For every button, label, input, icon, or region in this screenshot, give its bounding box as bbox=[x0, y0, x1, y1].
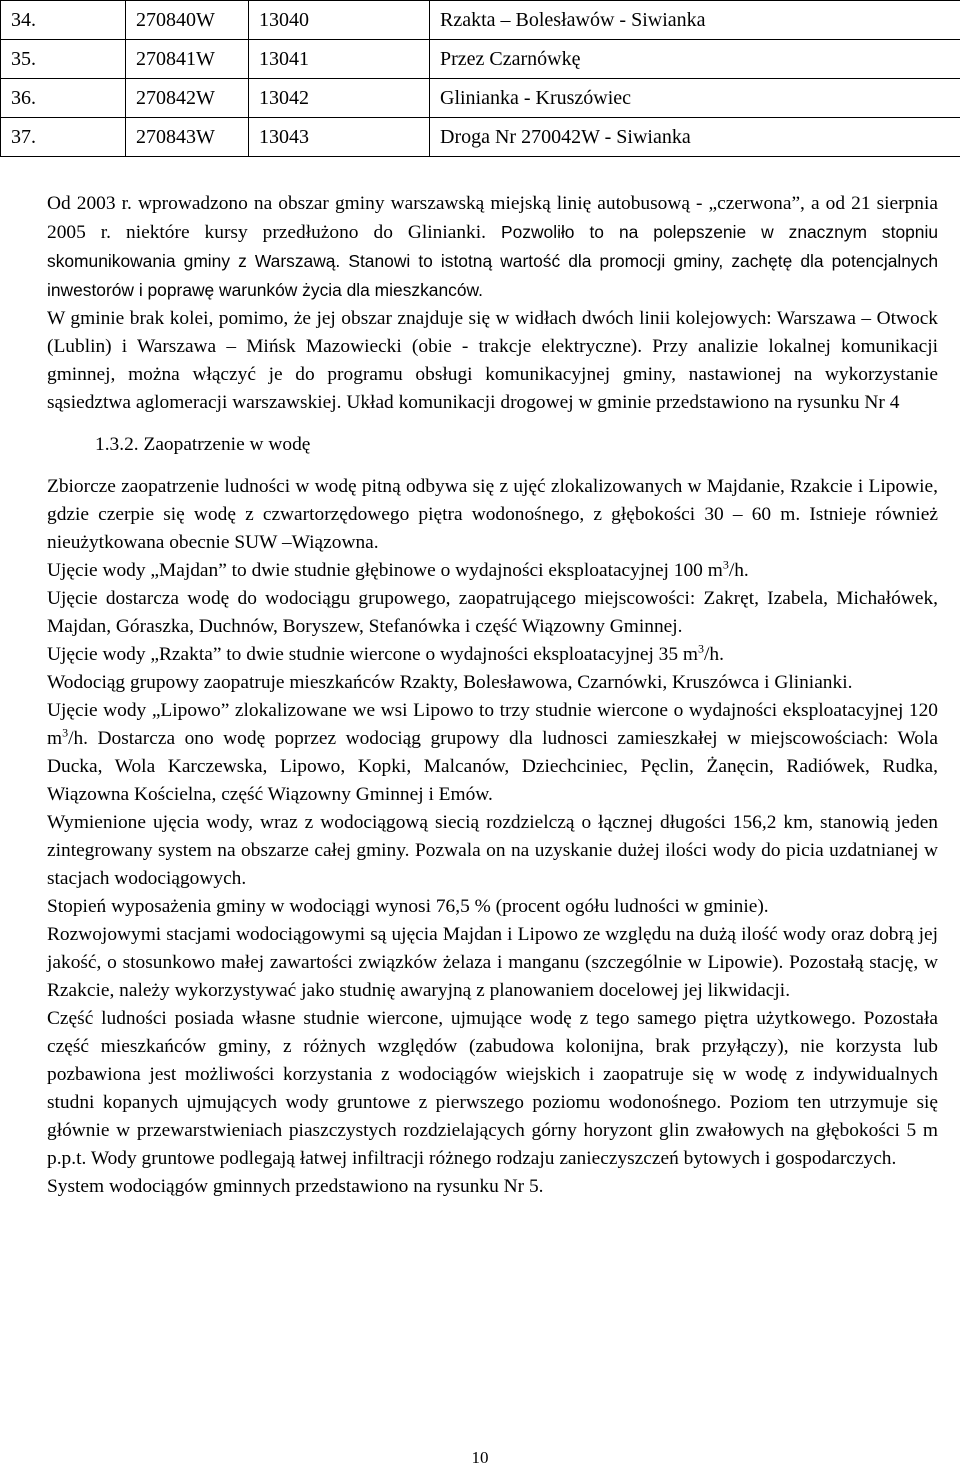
paragraph-text: Ujęcie wody „Rzakta” to dwie studnie wiercone o wydajności eksploatacyjnej 35 m bbox=[47, 644, 698, 665]
paragraph-private-wells bbox=[47, 1005, 938, 1173]
table-row bbox=[1, 40, 960, 79]
road-name-cell: Rzakta – Bolesławów - Siwianka bbox=[430, 1, 960, 40]
paragraph-railway: W gminie brak kolei, pomimo, że jej obszar znajduje się w widłach dwóch linii kolejowych: Warszawa – Otwock (Lublin) i Warszawa – Mińsk Mazowiecki (obie - trakcje elektryczne). Przy analizie lokalnej komunikacji gminnej, można włączyć je do programu obsługi komunikacyjnej gminy, nastawionej na wykorzystanie sąsiedztwa aglomeracji warszawskiej. Układ komunikacji drogowej w gminie przedstawiono na rysunku Nr 4 bbox=[47, 308, 938, 413]
superscript: 3 bbox=[698, 641, 704, 656]
table-row bbox=[1, 1, 960, 40]
paragraph-intake-supply: Ujęcie dostarcza wodę do wodociągu grupowego, zaopatrującego miejscowości: Zakręt, Izabela, Michałówek, Majdan, Góraszka, Duchnów, Boryszew, Stefanówka i część Wiązowny Gminnej. bbox=[47, 588, 938, 637]
paragraph-text: /h. bbox=[728, 560, 749, 581]
paragraph-development bbox=[47, 921, 938, 1005]
row-number-cell: 35. bbox=[1, 40, 126, 79]
road-code-cell: 270841W bbox=[126, 40, 249, 79]
paragraph-text: /h. bbox=[704, 644, 724, 665]
paragraph-text: Poziom ten utrzymuje się głównie w przewarstwieniach piaszczystych rozdzielających górny horyzont glin zwałowych na głębokości 5 m p.p.t. bbox=[47, 1092, 938, 1169]
paragraph-text: Od 2003 r. wprowadzono na obszar gminy warszawską miejską linię autobusową - „czerwona”, a od 21 sierpnia 2005 r. niektóre kursy przedłużono do Glinianki. bbox=[47, 193, 938, 243]
road-id-cell: 13040 bbox=[249, 1, 430, 40]
table-row bbox=[1, 118, 960, 157]
document-body bbox=[47, 190, 938, 1201]
road-code-cell: 270840W bbox=[126, 1, 249, 40]
paragraph-text: Istnieje również nieużytkowana obecnie SUW –Wiązowna. bbox=[47, 504, 938, 553]
paragraph-text: Pozostała część mieszkańców gminy, z różnych względów (zabudowa kolonijna, brak przyłączy), nie korzysta lub pozbawiona jest możliwości korzystania z wodociągów wiejskich i zaopatruje się w wodę z indywidualnych studni kopanych ujmujących wody gruntowe z pierwszego poziomu wodonośnego. bbox=[47, 1008, 938, 1113]
paragraph-text: Ujęcie wody „Lipowo” zlokalizowane we wsi Lipowo to trzy studnie wiercone o wydajności eksploatacyjnej 120 m bbox=[47, 700, 938, 749]
row-number-cell: 37. bbox=[1, 118, 126, 157]
road-id-cell: 13043 bbox=[249, 118, 430, 157]
road-name-cell: Glinianka - Kruszówiec bbox=[430, 79, 960, 118]
paragraph-majdan bbox=[47, 557, 938, 585]
paragraph-text: Wody gruntowe podlegają łatwej infiltracji różnego rodzaju zanieczyszczeń bytowych i gospodarczych. bbox=[90, 1148, 897, 1169]
section-heading: 1.3.2. Zaopatrzenie w wodę bbox=[95, 434, 311, 455]
paragraph-text: Wymienione ujęcia wody, wraz z wodociągową siecią rozdzielczą o łącznej długości 156,2 km, stanowią jeden zintegrowany system na obszarze całej gminy. bbox=[47, 812, 938, 861]
road-name-cell: Droga Nr 270042W - Siwianka bbox=[430, 118, 960, 157]
paragraph-text: Pozostałą stację, w Rzakcie, należy wykorzystywać jako studnię awaryjną z planowaniem docelowej jej likwidacji. bbox=[47, 952, 938, 1001]
road-id-cell: 13041 bbox=[249, 40, 430, 79]
superscript: 3 bbox=[722, 557, 729, 572]
paragraph-text: Rozwojowymi stacjami wodociągowymi są ujęcia Majdan i Lipowo ze względu na dużą ilość wody oraz dobrą jej jakość, o stosunkowo małej zawartości związków żelaza i manganu (szczególnie w Lipowie). bbox=[47, 924, 938, 973]
paragraph-lipowo bbox=[47, 697, 938, 809]
paragraph-text: Pozwala on na uzyskanie dużej ilości wody do picia uzdatnianej w stacjach wodociągowych. bbox=[47, 840, 938, 889]
paragraph-rzakta bbox=[47, 641, 938, 669]
paragraph-bus-line bbox=[47, 190, 938, 305]
paragraph-integrated-system bbox=[47, 809, 938, 893]
paragraph-system-figure: System wodociągów gminnych przedstawiono na rysunku Nr 5. bbox=[47, 1176, 544, 1197]
row-number-cell: 34. bbox=[1, 1, 126, 40]
paragraph-text: Pozwoliło to na polepszenie w znacznym stopniu skomunikowania gminy z Warszawą. bbox=[47, 222, 938, 271]
paragraph-water-supply bbox=[47, 473, 938, 557]
paragraph-text: /h. Dostarcza ono wodę poprzez wodociąg grupowy dla ludnosci zamieszkałej w miejscowościach: Wola Ducka, Wola Karczewska, Lipowo, Kopki, Malcanów, Dziechciniec, Pęclin, Żanęcin, Radiówek, Rudka, Wiązowna Kościelna, część Wiązowny Gminnej i Emów. bbox=[47, 728, 938, 805]
paragraph-text: Ujęcie wody „Majdan” to dwie studnie głębinowe o wydajności eksploatacyjnej 100 m bbox=[47, 560, 723, 581]
road-code-cell: 270843W bbox=[126, 118, 249, 157]
paragraph-group-waterworks: Wodociąg grupowy zaopatruje mieszkańców Rzakty, Bolesławowa, Czarnówki, Kruszówca i Glinianki. bbox=[47, 672, 853, 693]
route-table bbox=[0, 0, 960, 157]
row-number-cell: 36. bbox=[1, 79, 126, 118]
paragraph-coverage: Stopień wyposażenia gminy w wodociągi wynosi 76,5 % (procent ogółu ludności w gminie). bbox=[47, 896, 769, 917]
road-id-cell: 13042 bbox=[249, 79, 430, 118]
page-number: 10 bbox=[471, 1448, 489, 1467]
road-code-cell: 270842W bbox=[126, 79, 249, 118]
paragraph-text: Część ludności posiada własne studnie wiercone, ujmujące wodę z tego samego piętra użytkowego. bbox=[47, 1008, 856, 1029]
paragraph-text: Stanowi to istotną wartość dla promocji gminy, zachętę dla potencjalnych inwestorów i poprawę warunków życia dla mieszkanców. bbox=[47, 251, 938, 300]
paragraph-text: Zbiorcze zaopatrzenie ludności w wodę pitną odbywa się z ujęć zlokalizowanych w Majdanie, Rzakcie i Lipowie, gdzie czerpie się wodę z czwartorzędowego piętra wodonośnego, z głębokości 30 – 60 m. bbox=[47, 476, 938, 525]
road-name-cell: Przez Czarnówkę bbox=[430, 40, 960, 79]
table-row bbox=[1, 79, 960, 118]
superscript: 3 bbox=[62, 725, 69, 740]
